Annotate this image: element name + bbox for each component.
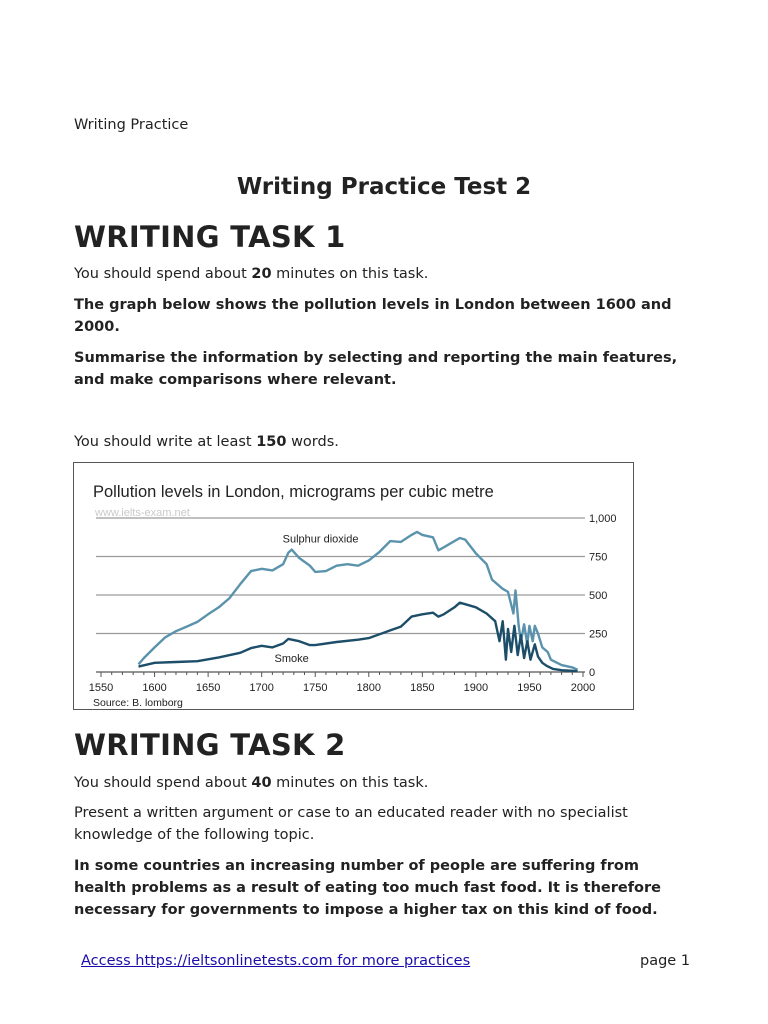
task1-instruction: Summarise the information by selecting and reporting the main features, and make comparisons where relevant. xyxy=(74,350,678,388)
x-tick-label: 1800 xyxy=(356,682,382,694)
task2-time-value: 40 xyxy=(251,775,272,791)
task2-time-post: minutes on this task. xyxy=(271,775,429,791)
y-tick-label: 500 xyxy=(589,590,608,602)
task1-words-post: words. xyxy=(286,434,339,450)
x-tick-label: 1850 xyxy=(410,682,435,694)
task2-time-pre: You should spend about xyxy=(74,775,252,791)
chart-source: Source: B. lomborg xyxy=(93,697,183,709)
task1-prompt: The graph below shows the pollution levels in London between 1600 and 2000. xyxy=(74,297,672,335)
chart-labels xyxy=(89,513,617,694)
task1-words-pre: You should write at least xyxy=(74,434,257,450)
x-tick-label: 1900 xyxy=(463,682,489,694)
header-label: Writing Practice xyxy=(74,117,189,133)
footer-link[interactable]: Access https://ieltsonlinetests.com for more practices xyxy=(81,953,471,969)
task1-time-value: 20 xyxy=(251,266,272,282)
y-tick-label: 250 xyxy=(589,628,608,641)
x-tick-label: 1650 xyxy=(195,682,221,694)
x-tick-label: 1600 xyxy=(142,682,167,694)
task1-heading: WRITING TASK 1 xyxy=(74,220,346,254)
x-tick-label: 1750 xyxy=(302,682,328,694)
task1-time-instruction xyxy=(74,263,694,285)
series-line xyxy=(139,603,578,672)
chart-title: Pollution levels in London, micrograms per cubic metre xyxy=(93,483,494,501)
task2-heading: WRITING TASK 2 xyxy=(74,728,346,762)
x-tick-label: 1700 xyxy=(249,682,274,694)
y-tick-label: 750 xyxy=(589,551,608,564)
x-tick-label: 1550 xyxy=(88,682,114,694)
test-title: Writing Practice Test 2 xyxy=(236,174,532,200)
task1-words-value: 150 xyxy=(256,434,287,450)
footer-page-number: page 1 xyxy=(640,953,691,969)
chart-svg xyxy=(74,463,635,711)
task2-instruction: Present a written argument or case to an educated reader with no specialist knowledge of the following topic. xyxy=(74,805,628,843)
series-label: Sulphur dioxide xyxy=(282,533,359,546)
pollution-chart xyxy=(73,462,634,710)
x-tick-label: 1950 xyxy=(517,682,542,694)
task2-time-instruction xyxy=(74,772,694,794)
y-tick-label: 0 xyxy=(589,667,596,679)
series-label: Smoke xyxy=(274,652,309,665)
chart-axis xyxy=(96,672,585,677)
task2-topic: In some countries an increasing number of people are suffering from health problems as a result of eating too much fast food. It is therefore necessary for governments to impose a higher tax on this kind of food. xyxy=(74,858,661,918)
chart-watermark: www.ielts-exam.net xyxy=(95,507,190,519)
chart-series xyxy=(139,532,578,671)
task1-word-count xyxy=(74,431,694,453)
x-tick-label: 2000 xyxy=(570,682,596,694)
task1-time-pre: You should spend about xyxy=(74,266,252,282)
y-tick-label: 1,000 xyxy=(589,513,617,525)
task1-time-post: minutes on this task. xyxy=(271,266,429,282)
